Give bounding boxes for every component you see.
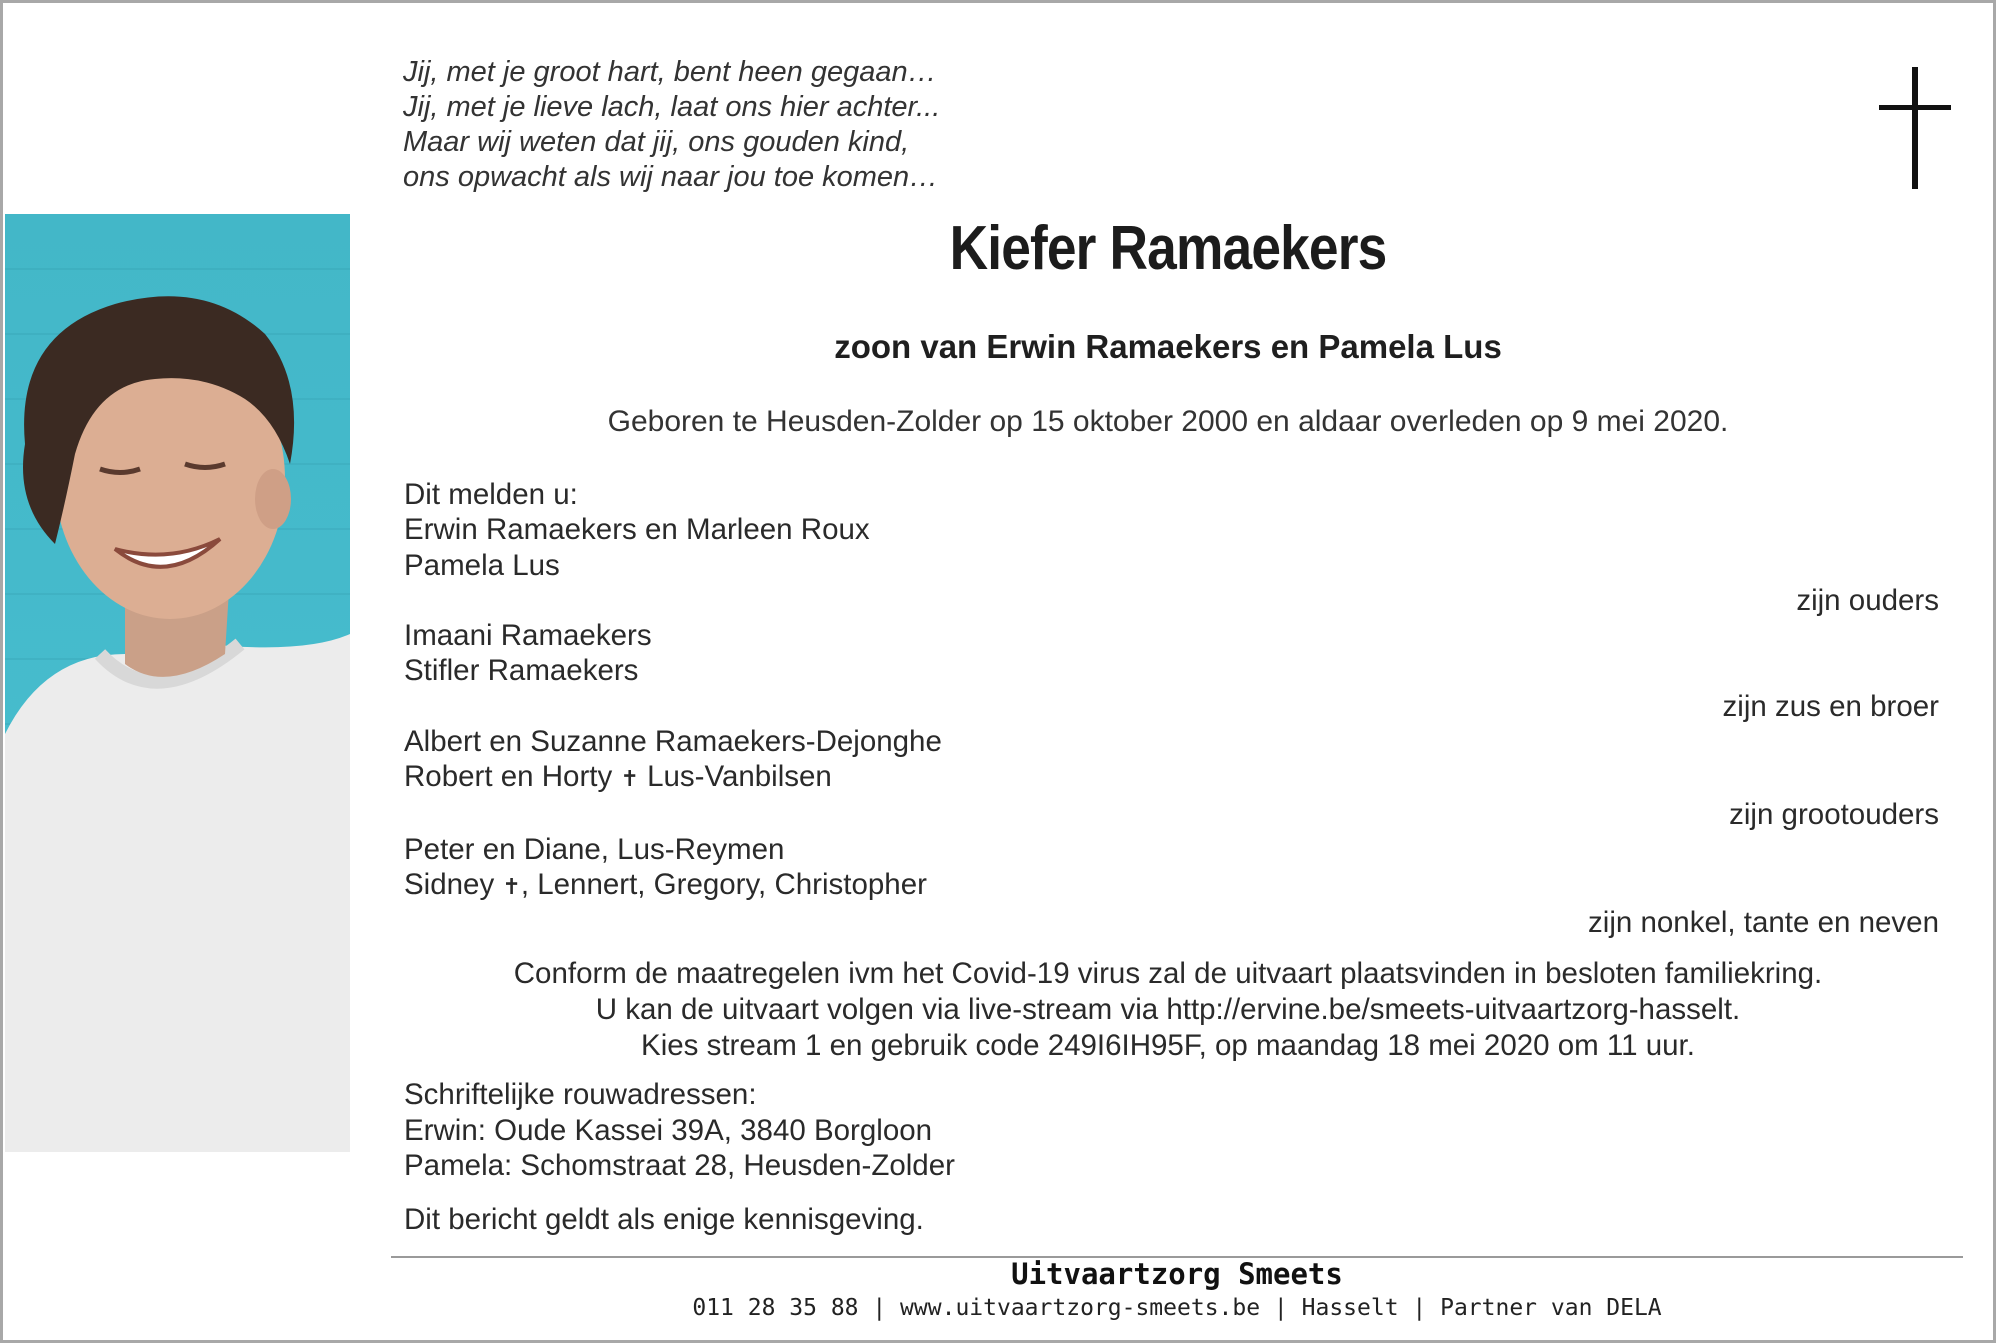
condolence-addresses	[404, 1077, 955, 1184]
family-member-name: , Lennert, Gregory, Christopher	[520, 868, 927, 902]
relation-label: zijn ouders	[1796, 583, 1939, 617]
cross-icon	[1879, 67, 1951, 189]
family-member: Imaani Ramaekers	[404, 619, 652, 653]
family-member	[404, 759, 1939, 796]
funeral-home-info: 011 28 35 88 | www.uitvaartzorg-smeets.be | Hasselt | Partner van DELA	[692, 1295, 1662, 1321]
poem-line: Jij, met je groot hart, bent heen gegaan…	[403, 56, 937, 88]
funeral-home-name: Uitvaartzorg Smeets	[1011, 1257, 1343, 1291]
relation-label: zijn zus en broer	[1722, 689, 1939, 723]
covid-line: Conform de maatregelen ivm het Covid-19 virus zal de uitvaart plaatsvinden in besloten familiekring.	[513, 957, 1823, 990]
family-member-name: Lus-Vanbilsen	[647, 760, 832, 794]
address-line: Pamela: Schomstraat 28, Heusden-Zolder	[404, 1149, 955, 1182]
portrait-illustration	[5, 214, 350, 1152]
poem-line: ons opwacht als wij naar jou toe komen…	[403, 161, 939, 193]
small-cross-icon: ✝	[502, 874, 521, 900]
deceased-name: Kiefer Ramaekers	[949, 214, 1387, 283]
notice-line: Dit bericht geldt als enige kennisgeving.	[404, 1203, 924, 1236]
portrait-photo	[5, 214, 350, 1152]
relation-label: zijn nonkel, tante en neven	[1588, 905, 1939, 939]
family-member: Stifler Ramaekers	[404, 654, 639, 688]
son-of-line: zoon van Erwin Ramaekers en Pamela Lus	[834, 328, 1502, 365]
birth-death-line: Geboren te Heusden-Zolder op 15 oktober 2000 en aldaar overleden op 9 mei 2020.	[607, 405, 1729, 438]
family-member: Erwin Ramaekers en Marleen Roux	[404, 513, 870, 547]
poem-line: Jij, met je lieve lach, laat ons hier achter...	[403, 91, 941, 123]
family-list	[404, 477, 1939, 940]
family-member: Albert en Suzanne Ramaekers-Dejonghe	[404, 725, 942, 759]
announce-line: Dit melden u:	[404, 478, 578, 511]
relation-label: zijn grootouders	[1729, 797, 1939, 831]
covid-line: Kies stream 1 en gebruik code 249I6IH95F, op maandag 18 mei 2020 om 11 uur.	[641, 1029, 1695, 1062]
family-member: Peter en Diane, Lus-Reymen	[404, 832, 785, 866]
addresses-title: Schriftelijke rouwadressen:	[404, 1078, 757, 1111]
covid-line: U kan de uitvaart volgen via live-stream via http://ervine.be/smeets-uitvaartzorg-hasselt.	[595, 993, 1741, 1026]
family-member-name: Sidney	[404, 868, 495, 902]
small-cross-icon: ✝	[620, 766, 639, 792]
address-line: Erwin: Oude Kassei 39A, 3840 Borgloon	[404, 1113, 933, 1147]
covid-notice	[393, 956, 1943, 1064]
poem	[403, 55, 940, 195]
family-member: Pamela Lus	[404, 548, 560, 582]
family-member-name: Robert en Horty	[404, 760, 613, 794]
family-member	[404, 867, 1939, 904]
poem-line: Maar wij weten dat jij, ons gouden kind,	[403, 126, 910, 158]
